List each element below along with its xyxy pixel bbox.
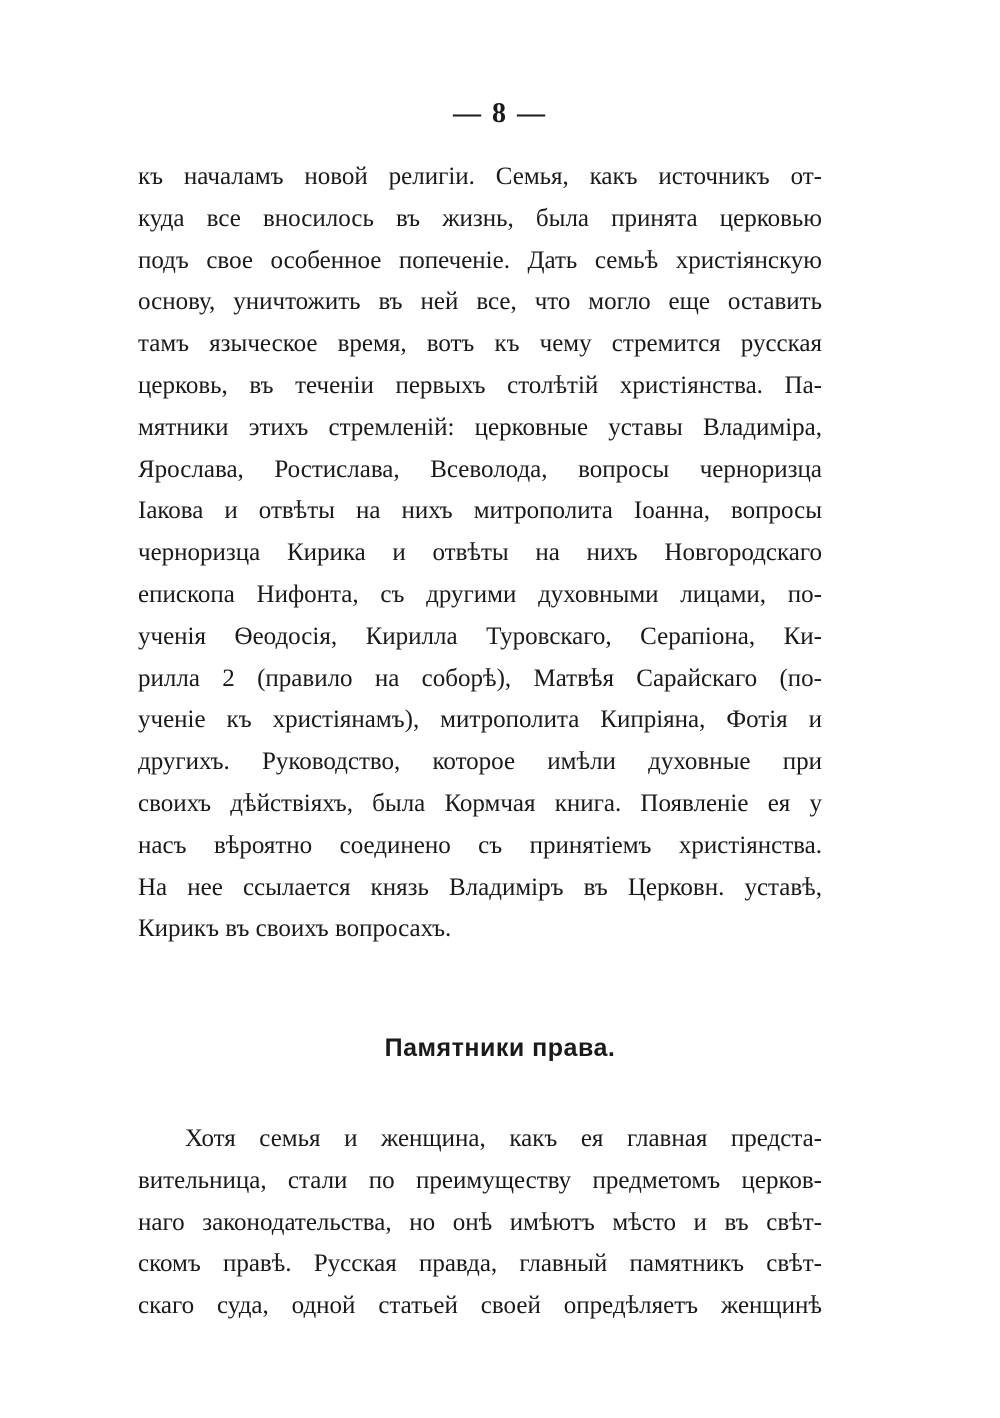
section-heading: Памятники права.	[384, 1034, 616, 1062]
text-line: основу, уничтожить въ ней все, что могло еще оставить	[138, 288, 822, 316]
text-line: Хотя семья и женщина, какъ ея главная предста-	[185, 1125, 822, 1152]
text-line: подъ свое особенное попеченiе. Дать семьѣ христiянскую	[138, 246, 822, 274]
text-line: Iакова и отвѣты на нихъ митрополита Iоанна, вопросы	[138, 497, 822, 525]
text-line: черноризца Кирика и отвѣты на нихъ Новгородскаго	[138, 539, 822, 567]
text-line: епископа Нифонта, съ другими духовными лицами, по-	[138, 580, 822, 608]
text-line: рилла 2 (правило на соборѣ), Матвѣя Сарайскаго (по-	[138, 664, 822, 692]
text-line: ученiе къ христiянамъ), митрополита Кипрiяна, Фотiя и	[138, 706, 822, 734]
page-number: — 8 —	[453, 98, 547, 129]
text-line: скомъ правѣ. Русская правда, главный памятникъ свѣт-	[138, 1250, 822, 1278]
text-line: церковь, въ теченiи первыхъ столѣтiй христiянства. Па-	[138, 371, 822, 399]
text-line: вительница, стали по преимуществу предметомъ церков-	[138, 1166, 822, 1194]
text-line: куда все вносилось въ жизнь, была принята церковью	[138, 204, 822, 232]
paragraph-2	[138, 1118, 822, 1327]
text-line: Кирикъ въ своихъ вопросахъ.	[138, 915, 452, 943]
paragraph-1	[138, 156, 822, 950]
text-line: наго законодательства, но онѣ имѣютъ мѣсто и въ свѣт-	[138, 1208, 822, 1236]
text-line: ученiя Ѳеодосiя, Кирилла Туровскаго, Серапiона, Ки-	[138, 622, 822, 650]
text-line: На нее ссылается князь Владимiръ въ Церковн. уставѣ,	[138, 873, 822, 901]
text-line: своихъ дѣйствiяхъ, была Кормчая книга. Появленiе ея у	[138, 789, 822, 817]
text-line: насъ вѣроятно соединено съ принятiемъ христiянства.	[138, 831, 822, 859]
text-line: къ началамъ новой религiи. Семья, какъ источникъ от-	[138, 163, 822, 190]
text-line: скаго суда, одной статьей своей опредѣляетъ женщинѣ	[138, 1292, 822, 1320]
text-line: другихъ. Руководство, которое имѣли духовные при	[138, 748, 822, 776]
text-line: Ярослава, Ростислава, Всеволода, вопросы черноризца	[138, 455, 822, 483]
text-line: тамъ языческое время, вотъ къ чему стремится русская	[138, 330, 822, 358]
text-line: мятники этихъ стремленiй: церковные уставы Владимiра,	[138, 413, 822, 441]
